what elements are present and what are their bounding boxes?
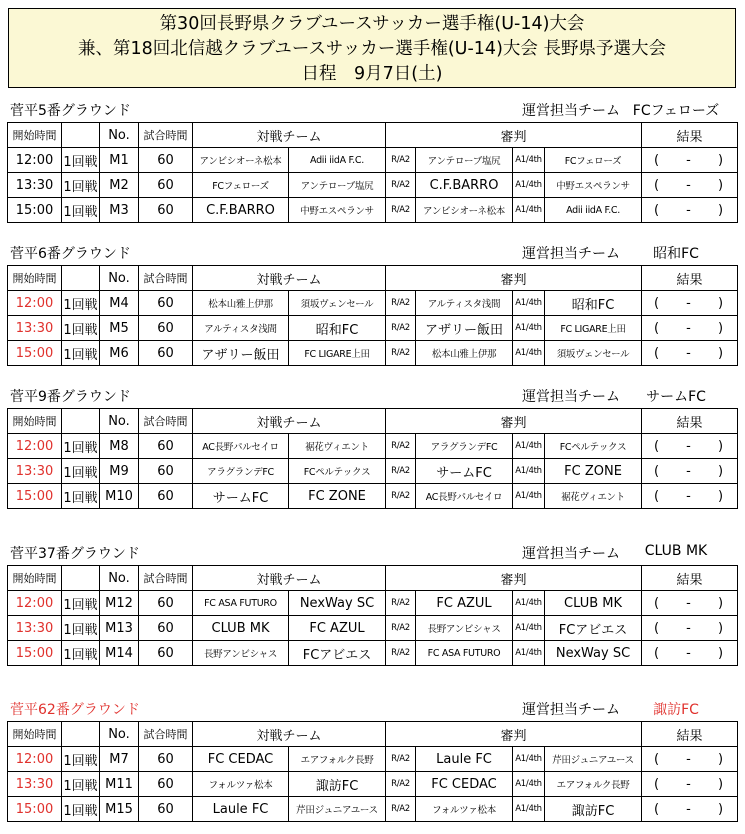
title-line-3: 日程 9月7日(土) [301, 64, 443, 84]
round-label: 1回戦 [62, 148, 100, 173]
match-duration: 60 [139, 148, 193, 173]
referee-role-tag: R/A2 [386, 434, 416, 459]
start-time: 13:30 [8, 316, 62, 341]
ground-name: 菅平62番グラウンド [10, 702, 140, 718]
referee-role-tag: A1/4th [513, 148, 545, 173]
header-start-time: 開始時間 [8, 566, 62, 591]
team-away: FC AZUL [289, 616, 386, 641]
start-time: 13:30 [8, 459, 62, 484]
match-duration: 60 [139, 484, 193, 509]
table-header-row [8, 722, 738, 747]
result-dash: - [686, 801, 691, 817]
referee-team-main: FC AZUL [416, 591, 513, 616]
result-dash: - [686, 751, 691, 767]
match-number: M11 [100, 772, 139, 797]
header-duration: 試合時間 [139, 566, 193, 591]
table-header-row [8, 409, 738, 434]
result-dash: - [686, 488, 691, 504]
match-number: M8 [100, 434, 139, 459]
result-close: ) [717, 751, 724, 767]
referee-team-main: C.F.BARRO [416, 173, 513, 198]
team-away: エアフォルク長野 [289, 747, 386, 772]
referee-role-tag: R/A2 [386, 198, 416, 223]
result-cell [642, 341, 738, 366]
match-row [8, 316, 738, 341]
result-close: ) [717, 438, 724, 454]
referee-role-tag: A1/4th [513, 459, 545, 484]
result-cell [642, 641, 738, 666]
team-home: CLUB MK [193, 616, 289, 641]
header-start-time: 開始時間 [8, 123, 62, 148]
operating-team-name: CLUB MK [644, 543, 708, 559]
header-no: No. [100, 566, 139, 591]
round-label: 1回戦 [62, 316, 100, 341]
header-referee: 審判 [386, 266, 642, 291]
referee-role-tag: A1/4th [513, 772, 545, 797]
referee-team-assistant: CLUB MK [545, 591, 642, 616]
referee-role-tag: R/A2 [386, 772, 416, 797]
team-home: アンビシオーネ松本 [193, 148, 289, 173]
referee-role-tag: R/A2 [386, 484, 416, 509]
result-open: ( [654, 645, 660, 661]
referee-role-tag: A1/4th [513, 797, 545, 822]
team-away: 諏訪FC [289, 772, 386, 797]
match-row [8, 591, 738, 616]
match-row [8, 484, 738, 509]
match-row [8, 459, 738, 484]
result-dash: - [686, 595, 691, 611]
team-home: 長野アンビシャス [193, 641, 289, 666]
result-dash: - [686, 295, 691, 311]
round-label: 1回戦 [62, 173, 100, 198]
team-home: アラグランデFC [193, 459, 289, 484]
result-cell [642, 198, 738, 223]
start-time: 15:00 [8, 797, 62, 822]
team-away: 中野エスペランサ [289, 198, 386, 223]
result-open: ( [654, 595, 660, 611]
referee-team-main: アザリー飯田 [416, 316, 513, 341]
team-away: 昭和FC [289, 316, 386, 341]
match-number: M10 [100, 484, 139, 509]
header-start-time: 開始時間 [8, 266, 62, 291]
start-time: 12:00 [8, 747, 62, 772]
ground-name: 菅平6番グラウンド [10, 246, 131, 262]
header-result: 結果 [642, 722, 738, 747]
result-cell [642, 747, 738, 772]
referee-role-tag: R/A2 [386, 459, 416, 484]
result-open: ( [654, 345, 660, 361]
referee-role-tag: A1/4th [513, 434, 545, 459]
result-open: ( [654, 438, 660, 454]
round-label: 1回戦 [62, 641, 100, 666]
header-duration: 試合時間 [139, 266, 193, 291]
match-number: M7 [100, 747, 139, 772]
match-duration: 60 [139, 291, 193, 316]
start-time: 12:00 [8, 434, 62, 459]
match-number: M6 [100, 341, 139, 366]
header-referee: 審判 [386, 123, 642, 148]
header-no: No. [100, 123, 139, 148]
referee-role-tag: R/A2 [386, 291, 416, 316]
result-open: ( [654, 152, 660, 168]
team-away: FC ZONE [289, 484, 386, 509]
match-duration: 60 [139, 173, 193, 198]
round-label: 1回戦 [62, 591, 100, 616]
match-duration: 60 [139, 616, 193, 641]
match-row [8, 434, 738, 459]
result-dash: - [686, 620, 691, 636]
referee-role-tag: A1/4th [513, 484, 545, 509]
header-teams: 対戦チーム [193, 266, 386, 291]
match-duration: 60 [139, 641, 193, 666]
match-row [8, 797, 738, 822]
result-dash: - [686, 152, 691, 168]
header-referee: 審判 [386, 409, 642, 434]
round-label: 1回戦 [62, 434, 100, 459]
team-away: FC LIGARE上田 [289, 341, 386, 366]
header-round [62, 266, 100, 291]
referee-team-assistant: FC ZONE [545, 459, 642, 484]
result-open: ( [654, 751, 660, 767]
header-teams: 対戦チーム [193, 566, 386, 591]
match-row [8, 291, 738, 316]
result-dash: - [686, 177, 691, 193]
operating-team-label: 運営担当チーム [522, 546, 620, 562]
result-close: ) [717, 320, 724, 336]
referee-team-assistant: Adii iidA F.C. [545, 198, 642, 223]
match-number: M9 [100, 459, 139, 484]
operating-team-label: 運営担当チーム [522, 103, 620, 119]
operating-team-name: 諏訪FC [653, 702, 699, 718]
match-row [8, 148, 738, 173]
start-time: 15:00 [8, 341, 62, 366]
result-close: ) [717, 645, 724, 661]
referee-team-main: サームFC [416, 459, 513, 484]
start-time: 12:00 [8, 148, 62, 173]
referee-team-assistant: FCペルテックス [545, 434, 642, 459]
header-duration: 試合時間 [139, 123, 193, 148]
referee-team-main: アルティスタ浅間 [416, 291, 513, 316]
team-away: アンテローブ塩尻 [289, 173, 386, 198]
referee-role-tag: R/A2 [386, 797, 416, 822]
round-label: 1回戦 [62, 291, 100, 316]
result-cell [642, 591, 738, 616]
team-home: C.F.BARRO [193, 198, 289, 223]
team-away: 裾花ヴィエント [289, 434, 386, 459]
header-result: 結果 [642, 409, 738, 434]
header-no: No. [100, 266, 139, 291]
team-home: アルティスタ浅間 [193, 316, 289, 341]
match-row [8, 641, 738, 666]
match-row [8, 341, 738, 366]
result-dash: - [686, 202, 691, 218]
result-close: ) [717, 801, 724, 817]
team-home: サームFC [193, 484, 289, 509]
team-away: FCアビエス [289, 641, 386, 666]
schedule-table [7, 565, 738, 666]
result-dash: - [686, 438, 691, 454]
result-cell [642, 434, 738, 459]
match-number: M15 [100, 797, 139, 822]
header-result: 結果 [642, 266, 738, 291]
schedule-table [7, 721, 738, 822]
round-label: 1回戦 [62, 484, 100, 509]
header-duration: 試合時間 [139, 722, 193, 747]
header-referee: 審判 [386, 566, 642, 591]
referee-team-assistant: 芹田ジュニアユース [545, 747, 642, 772]
referee-team-assistant: 昭和FC [545, 291, 642, 316]
referee-role-tag: A1/4th [513, 616, 545, 641]
title-box [8, 8, 736, 88]
result-close: ) [717, 152, 724, 168]
referee-team-main: フォルツァ松本 [416, 797, 513, 822]
table-header-row [8, 566, 738, 591]
referee-team-main: AC長野パルセイロ [416, 484, 513, 509]
match-duration: 60 [139, 772, 193, 797]
header-referee: 審判 [386, 722, 642, 747]
match-duration: 60 [139, 797, 193, 822]
referee-team-assistant: FC LIGARE上田 [545, 316, 642, 341]
referee-role-tag: R/A2 [386, 173, 416, 198]
result-dash: - [686, 776, 691, 792]
match-duration: 60 [139, 341, 193, 366]
team-home: アザリー飯田 [193, 341, 289, 366]
operating-team-name: FCフェローズ [632, 103, 720, 119]
referee-role-tag: R/A2 [386, 316, 416, 341]
start-time: 15:00 [8, 198, 62, 223]
round-label: 1回戦 [62, 797, 100, 822]
result-open: ( [654, 320, 660, 336]
result-cell [642, 459, 738, 484]
start-time: 12:00 [8, 291, 62, 316]
match-row [8, 747, 738, 772]
team-home: AC長野パルセイロ [193, 434, 289, 459]
header-no: No. [100, 722, 139, 747]
match-number: M2 [100, 173, 139, 198]
operating-team-name: 昭和FC [653, 246, 699, 262]
result-cell [642, 616, 738, 641]
referee-team-assistant: 須坂ヴェンセール [545, 341, 642, 366]
result-close: ) [717, 620, 724, 636]
ground-name: 菅平9番グラウンド [10, 389, 131, 405]
team-home: フォルツァ松本 [193, 772, 289, 797]
operating-team-label: 運営担当チーム [522, 702, 620, 718]
result-close: ) [717, 202, 724, 218]
referee-role-tag: R/A2 [386, 616, 416, 641]
result-cell [642, 772, 738, 797]
match-row [8, 173, 738, 198]
match-duration: 60 [139, 591, 193, 616]
referee-team-main: 長野アンビシャス [416, 616, 513, 641]
match-number: M4 [100, 291, 139, 316]
referee-team-assistant: 中野エスペランサ [545, 173, 642, 198]
referee-role-tag: A1/4th [513, 747, 545, 772]
match-duration: 60 [139, 747, 193, 772]
header-duration: 試合時間 [139, 409, 193, 434]
team-home: FC CEDAC [193, 747, 289, 772]
team-away: NexWay SC [289, 591, 386, 616]
result-close: ) [717, 595, 724, 611]
operating-team-label: 運営担当チーム [522, 389, 620, 405]
result-open: ( [654, 295, 660, 311]
round-label: 1回戦 [62, 198, 100, 223]
round-label: 1回戦 [62, 772, 100, 797]
ground-name: 菅平37番グラウンド [10, 546, 140, 562]
result-close: ) [717, 488, 724, 504]
match-duration: 60 [139, 198, 193, 223]
header-result: 結果 [642, 123, 738, 148]
result-close: ) [717, 463, 724, 479]
match-number: M5 [100, 316, 139, 341]
schedule-table [7, 122, 738, 223]
referee-team-assistant: 諏訪FC [545, 797, 642, 822]
match-duration: 60 [139, 434, 193, 459]
referee-role-tag: A1/4th [513, 341, 545, 366]
match-duration: 60 [139, 459, 193, 484]
schedule-table [7, 408, 738, 509]
title-line-1: 第30回長野県クラブユースサッカー選手権(U-14)大会 [159, 14, 585, 34]
referee-role-tag: A1/4th [513, 198, 545, 223]
header-teams: 対戦チーム [193, 722, 386, 747]
team-away: 芹田ジュニアユース [289, 797, 386, 822]
referee-role-tag: R/A2 [386, 591, 416, 616]
header-no: No. [100, 409, 139, 434]
referee-team-main: FC ASA FUTURO [416, 641, 513, 666]
referee-team-assistant: FCフェローズ [545, 148, 642, 173]
ground-name: 菅平5番グラウンド [10, 103, 131, 119]
result-cell [642, 316, 738, 341]
start-time: 15:00 [8, 484, 62, 509]
result-cell [642, 173, 738, 198]
result-open: ( [654, 776, 660, 792]
result-close: ) [717, 177, 724, 193]
referee-team-assistant: NexWay SC [545, 641, 642, 666]
header-round [62, 566, 100, 591]
result-dash: - [686, 645, 691, 661]
result-dash: - [686, 345, 691, 361]
match-row [8, 772, 738, 797]
referee-role-tag: R/A2 [386, 641, 416, 666]
header-start-time: 開始時間 [8, 722, 62, 747]
referee-team-assistant: FCアビエス [545, 616, 642, 641]
referee-role-tag: R/A2 [386, 148, 416, 173]
referee-team-main: 松本山雅上伊那 [416, 341, 513, 366]
result-open: ( [654, 620, 660, 636]
match-number: M1 [100, 148, 139, 173]
team-away: FCペルテックス [289, 459, 386, 484]
match-number: M14 [100, 641, 139, 666]
operating-team-label: 運営担当チーム [522, 246, 620, 262]
referee-team-main: アンビシオーネ松本 [416, 198, 513, 223]
result-cell [642, 797, 738, 822]
match-duration: 60 [139, 316, 193, 341]
team-away: 須坂ヴェンセール [289, 291, 386, 316]
header-round [62, 722, 100, 747]
referee-role-tag: A1/4th [513, 641, 545, 666]
result-close: ) [717, 295, 724, 311]
team-home: 松本山雅上伊那 [193, 291, 289, 316]
title-line-2: 兼、第18回北信越クラブユースサッカー選手権(U-14)大会 長野県予選大会 [78, 39, 666, 59]
start-time: 13:30 [8, 616, 62, 641]
header-round [62, 123, 100, 148]
referee-team-assistant: 裾花ヴィエント [545, 484, 642, 509]
match-number: M12 [100, 591, 139, 616]
result-cell [642, 291, 738, 316]
header-round [62, 409, 100, 434]
round-label: 1回戦 [62, 747, 100, 772]
start-time: 13:30 [8, 173, 62, 198]
result-open: ( [654, 202, 660, 218]
result-open: ( [654, 488, 660, 504]
referee-role-tag: A1/4th [513, 316, 545, 341]
schedule-table [7, 265, 738, 366]
referee-role-tag: R/A2 [386, 747, 416, 772]
result-cell [642, 484, 738, 509]
match-number: M3 [100, 198, 139, 223]
result-dash: - [686, 463, 691, 479]
result-dash: - [686, 320, 691, 336]
round-label: 1回戦 [62, 616, 100, 641]
header-teams: 対戦チーム [193, 123, 386, 148]
match-number: M13 [100, 616, 139, 641]
start-time: 15:00 [8, 641, 62, 666]
referee-role-tag: A1/4th [513, 291, 545, 316]
round-label: 1回戦 [62, 459, 100, 484]
team-home: FC ASA FUTURO [193, 591, 289, 616]
result-open: ( [654, 177, 660, 193]
referee-role-tag: R/A2 [386, 341, 416, 366]
start-time: 12:00 [8, 591, 62, 616]
table-header-row [8, 123, 738, 148]
start-time: 13:30 [8, 772, 62, 797]
referee-role-tag: A1/4th [513, 173, 545, 198]
referee-team-main: Laule FC [416, 747, 513, 772]
team-home: Laule FC [193, 797, 289, 822]
result-close: ) [717, 776, 724, 792]
referee-team-assistant: エアフォルク長野 [545, 772, 642, 797]
referee-role-tag: A1/4th [513, 591, 545, 616]
match-row [8, 616, 738, 641]
team-home: FCフェローズ [193, 173, 289, 198]
referee-team-main: アラグランデFC [416, 434, 513, 459]
round-label: 1回戦 [62, 341, 100, 366]
header-teams: 対戦チーム [193, 409, 386, 434]
result-cell [642, 148, 738, 173]
team-away: Adii iidA F.C. [289, 148, 386, 173]
result-close: ) [717, 345, 724, 361]
referee-team-main: FC CEDAC [416, 772, 513, 797]
match-row [8, 198, 738, 223]
header-result: 結果 [642, 566, 738, 591]
table-header-row [8, 266, 738, 291]
result-open: ( [654, 801, 660, 817]
referee-team-main: アンテローブ塩尻 [416, 148, 513, 173]
result-open: ( [654, 463, 660, 479]
operating-team-name: サームFC [646, 389, 706, 405]
header-start-time: 開始時間 [8, 409, 62, 434]
